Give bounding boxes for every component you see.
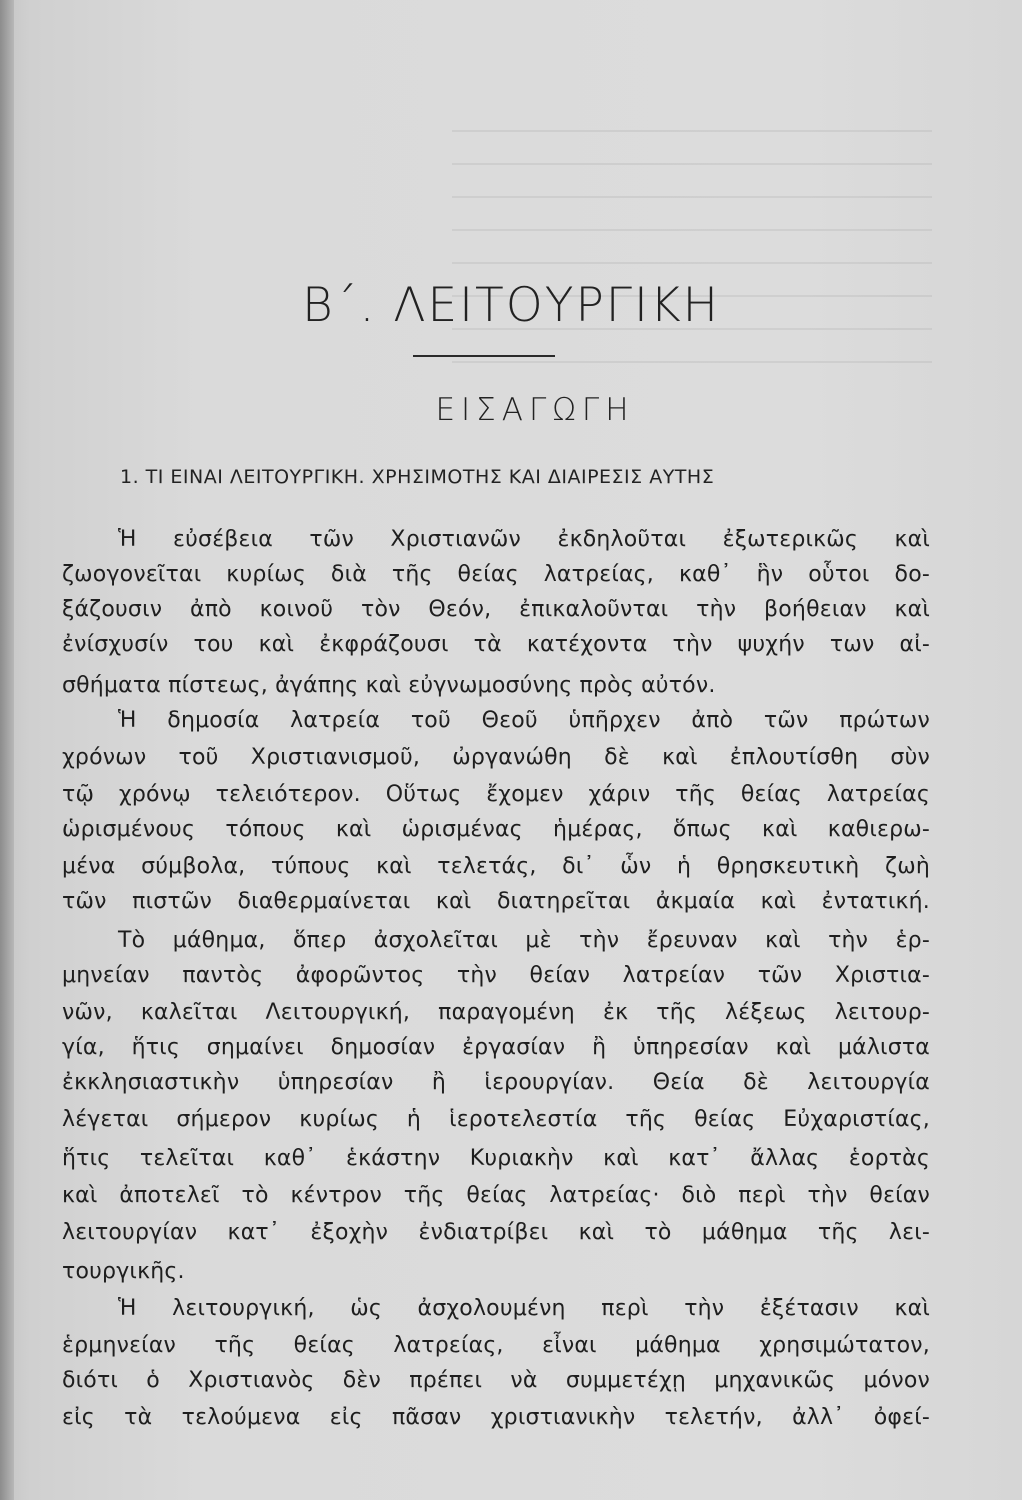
text-line: γία, ἥτις σημαίνει δημοσίαν ἐργασίαν ἢ ὑπηρεσίαν καὶ μάλιστα (62, 1035, 930, 1060)
text-line: διότι ὁ Χριστιανὸς δὲν πρέπει νὰ συμμετέχῃ μηχανικῶς μόνον (62, 1368, 930, 1393)
text-line: ἥτις τελεῖται καθ᾽ ἑκάστην Κυριακὴν καὶ κατ᾽ ἄλλας ἑορτὰς (62, 1146, 930, 1171)
show-through-texture (452, 130, 932, 390)
text-line: μηνείαν παντὸς ἀφορῶντος τὴν θείαν λατρείαν τῶν Χριστια- (62, 963, 930, 988)
text-line: Ἡ δημοσία λατρεία τοῦ Θεοῦ ὑπῆρχεν ἀπὸ τῶν πρώτων (118, 708, 930, 733)
text-line: καὶ ἀποτελεῖ τὸ κέντρον τῆς θείας λατρείας· διὸ περὶ τὴν θείαν (62, 1183, 930, 1208)
title-divider (413, 355, 555, 357)
text-line: λέγεται σήμερον κυρίως ἡ ἱεροτελεστία τῆς θείας Εὐχαριστίας, (62, 1107, 930, 1132)
text-line: ἑρμηνείαν τῆς θείας λατρείας, εἶναι μάθημα χρησιμώτατον, (62, 1333, 930, 1358)
text-line: μένα σύμβολα, τύπους καὶ τελετάς, δι᾽ ὧν ἡ θρησκευτικὴ ζωὴ (62, 854, 930, 879)
text-line: Τὸ μάθημα, ὅπερ ἀσχολεῖται μὲ τὴν ἔρευναν καὶ τὴν ἑρ- (118, 928, 930, 953)
text-line: τῷ χρόνῳ τελειότερον. Οὕτως ἔχομεν χάριν τῆς θείας λατρείας (62, 782, 930, 807)
text-line: εἰς τὰ τελούμενα εἰς πᾶσαν χριστιανικὴν τελετήν, ἀλλ᾽ ὀφεί- (62, 1405, 930, 1430)
subsection-heading: 1. ΤΙ ΕΙΝΑΙ ΛΕΙΤΟΥΡΓΙΚΗ. ΧΡΗΣΙΜΟΤΗΣ ΚΑΙ ΔΙΑΙΡΕΣΙΣ ΑΥΤΗΣ (120, 466, 715, 488)
text-line: σθήματα πίστεως, ἀγάπης καὶ εὐγνωμοσύνης πρὸς αὐτόν. (62, 673, 716, 698)
text-line: Ἡ εὐσέβεια τῶν Χριστιανῶν ἐκδηλοῦται ἐξωτερικῶς καὶ (118, 527, 930, 552)
text-line: λειτουργίαν κατ᾽ ἐξοχὴν ἐνδιατρίβει καὶ τὸ μάθημα τῆς λει- (62, 1220, 930, 1245)
text-line: Ἡ λειτουργική, ὡς ἀσχολουμένη περὶ τὴν ἐξέτασιν καὶ (118, 1296, 930, 1321)
chapter-title: Β΄. ΛΕΙΤΟΥΡΓΙΚΗ (301, 278, 721, 333)
text-line: νῶν, καλεῖται Λειτουργική, παραγομένη ἐκ τῆς λέξεως λειτουρ- (62, 1000, 930, 1025)
text-line: τῶν πιστῶν διαθερμαίνεται καὶ διατηρεῖται ἀκμαία καὶ ἐντατική. (62, 889, 930, 914)
page-binding-shadow (0, 0, 14, 1500)
text-line: ξάζουσιν ἀπὸ κοινοῦ τὸν Θεόν, ἐπικαλοῦνται τὴν βοήθειαν καὶ (62, 597, 930, 622)
text-line: ἐκκλησιαστικὴν ὑπηρεσίαν ἢ ἱερουργίαν. Θεία δὲ λειτουργία (62, 1070, 930, 1095)
text-line: τουργικῆς. (62, 1259, 185, 1284)
section-heading: ΕΙΣΑΓΩΓΗ (435, 392, 635, 428)
text-line: ἐνίσχυσίν του καὶ ἐκφράζουσι τὰ κατέχοντα τὴν ψυχήν των αἰ- (62, 632, 930, 657)
text-line: χρόνων τοῦ Χριστιανισμοῦ, ὠργανώθη δὲ καὶ ἐπλουτίσθη σὺν (62, 745, 930, 770)
text-line: ζωογονεῖται κυρίως διὰ τῆς θείας λατρείας, καθ᾽ ἣν οὗτοι δο- (62, 562, 930, 587)
text-line: ὡρισμένους τόπους καὶ ὡρισμένας ἡμέρας, ὅπως καὶ καθιερω- (62, 817, 930, 842)
